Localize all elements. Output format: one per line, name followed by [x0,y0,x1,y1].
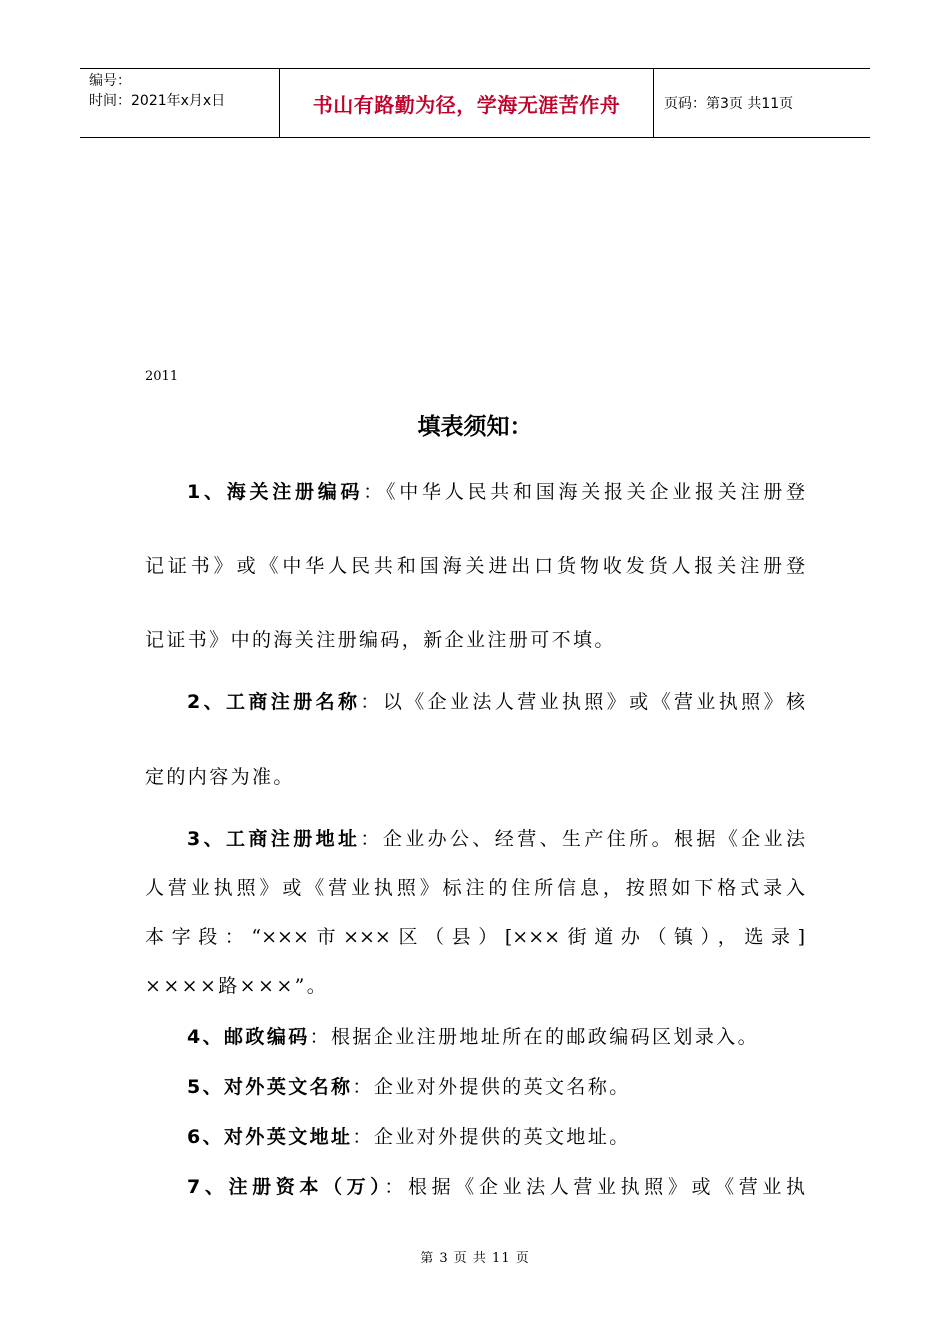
item-3-line-4: ××××路×××”。 [145,975,329,997]
item-6-line-1: 6、对外英文地址：企业对外提供的英文地址。 [187,1126,631,1148]
date-label: 时间：2021年x月x日 [89,93,226,109]
header-table [80,68,870,138]
item-4-term: 4、邮政编码 [187,1026,310,1048]
item-3-term: 3、工商注册地址 [187,828,361,850]
item-3-line-2: 人营业执照》或《营业执照》标注的住所信息，按照如下格式录入 [145,877,805,899]
item-1-line-2: 记证书》或《中华人民共和国海关进出口货物收发货人报关注册登 [145,555,805,577]
item-1-line-1: 1、海关注册编码：《中华人民共和国海关报关企业报关注册登 [187,481,805,503]
item-5-line-1: 5、对外英文名称：企业对外提供的英文名称。 [187,1076,631,1098]
header-slogan: 书山有路勤为径，学海无涯苦作舟 [280,69,654,137]
item-1-term: 1、海关注册编码 [187,481,364,503]
item-6-term: 6、对外英文地址 [187,1126,353,1148]
number-label: 编号： [89,73,131,89]
item-5-term: 5、对外英文名称 [187,1076,353,1098]
item-7-term: 7、注册资本（万） [187,1176,385,1198]
year-text: 2011 [145,369,179,384]
page-footer: 第 3 页 共 11 页 [420,1251,530,1266]
item-2-term: 2、工商注册名称 [187,691,361,713]
item-7-line-1: 7、注册资本（万）：根据《企业法人营业执照》或《营业执 [187,1176,805,1198]
item-3-line-1: 3、工商注册地址：企业办公、经营、生产住所。根据《企业法 [187,828,805,850]
item-3-line-3: 本字段：“×××市×××区（县）[×××街道办（镇），选录] [145,926,805,948]
page-title: 填表须知： [417,414,533,440]
item-4-line-1: 4、邮政编码：根据企业注册地址所在的邮政编码区划录入。 [187,1026,760,1048]
header-meta-cell [80,69,280,137]
item-1-line-3: 记证书》中的海关注册编码，新企业注册可不填。 [145,629,616,651]
item-2-line-1: 2、工商注册名称：以《企业法人营业执照》或《营业执照》核 [187,691,805,713]
item-2-line-2: 定的内容为准。 [145,766,295,788]
header-page-info: 页码：第3页 共11页 [664,96,794,112]
